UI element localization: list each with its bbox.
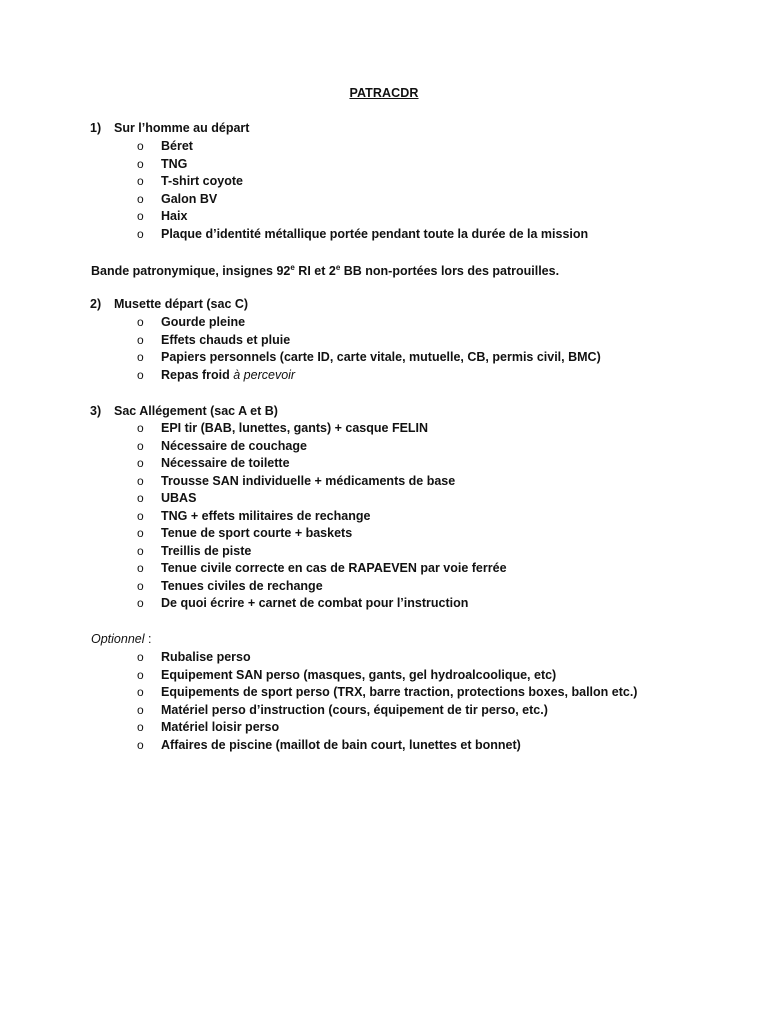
bullet-marker: o xyxy=(137,561,144,575)
section-1-list xyxy=(137,138,588,243)
section-2-list xyxy=(137,314,601,384)
list-item: o Haix xyxy=(137,208,588,226)
bullet-marker: o xyxy=(137,720,144,734)
section-2-heading xyxy=(90,297,248,311)
list-item: o TNG xyxy=(137,156,588,174)
list-item: o TNG + effets militaires de rechange xyxy=(137,508,507,526)
bullet-marker: o xyxy=(137,491,144,505)
list-item: o Rubalise perso xyxy=(137,649,637,667)
list-item: o Repas froid à percevoir xyxy=(137,367,601,385)
list-item: o Trousse SAN individuelle + médicaments de base xyxy=(137,473,507,491)
bullet-marker: o xyxy=(137,667,144,682)
list-item: o Plaque d’identité métallique portée pendant toute la durée de la mission xyxy=(137,226,588,244)
bullet-marker: o xyxy=(137,526,144,540)
bullet-marker: o xyxy=(137,139,144,153)
section-3-list xyxy=(137,420,507,613)
section-3-heading xyxy=(90,404,278,418)
list-item: o Nécessaire de toilette xyxy=(137,455,507,473)
insignia-note: Bande patronymique, insignes 92e RI et 2e BB non-portées lors des patrouilles. xyxy=(91,263,560,279)
list-item: o UBAS xyxy=(137,490,507,508)
list-item: o Treillis de piste xyxy=(137,543,507,561)
bullet-marker: o xyxy=(137,421,144,435)
bullet-marker: o xyxy=(137,191,144,206)
list-item: o Béret xyxy=(137,138,588,156)
bullet-marker: o xyxy=(137,650,144,664)
section-1-title: Sur l’homme au départ xyxy=(114,121,250,135)
list-item: o Gourde pleine xyxy=(137,314,601,332)
list-item: o Effets chauds et pluie xyxy=(137,332,601,350)
section-1-number: 1) xyxy=(90,121,102,135)
bullet-marker: o xyxy=(137,596,144,610)
bullet-marker: o xyxy=(137,737,144,752)
bullet-marker: o xyxy=(137,332,144,347)
bullet-marker: o xyxy=(137,473,144,488)
section-2-number: 2) xyxy=(90,297,102,311)
bullet-marker: o xyxy=(137,578,144,593)
bullet-marker: o xyxy=(137,350,144,364)
list-item: o Nécessaire de couchage xyxy=(137,438,507,456)
list-item: o Tenue de sport courte + baskets xyxy=(137,525,507,543)
section-3-number: 3) xyxy=(90,404,102,418)
list-item: o Matériel loisir perso xyxy=(137,719,637,737)
italic-note: à percevoir xyxy=(233,367,296,382)
list-item: o Tenues civiles de rechange xyxy=(137,578,507,596)
list-item: o Tenue civile correcte en cas de RAPAEVEN par voie ferrée xyxy=(137,560,507,578)
bullet-marker: o xyxy=(137,174,144,188)
bullet-marker: o xyxy=(137,156,144,171)
list-item: o Equipements de sport perso (TRX, barre traction, protections boxes, ballon etc.) xyxy=(137,684,637,702)
section-2-title: Musette départ (sac C) xyxy=(114,297,249,311)
bullet-marker: o xyxy=(137,456,144,470)
list-item: o De quoi écrire + carnet de combat pour l’instruction xyxy=(137,595,507,613)
bullet-marker: o xyxy=(137,685,144,699)
bullet-marker: o xyxy=(137,543,144,558)
list-item: o Equipement SAN perso (masques, gants, gel hydroalcoolique, etc) xyxy=(137,667,637,685)
bullet-marker: o xyxy=(137,508,144,523)
bullet-marker: o xyxy=(137,438,144,453)
list-item: o Matériel perso d’instruction (cours, équipement de tir perso, etc.) xyxy=(137,702,637,720)
section-1-heading xyxy=(90,121,249,135)
section-3-title: Sac Allégement (sac A et B) xyxy=(114,404,278,418)
list-item: o EPI tir (BAB, lunettes, gants) + casque FELIN xyxy=(137,420,507,438)
bullet-marker: o xyxy=(137,702,144,717)
bullet-marker: o xyxy=(137,315,144,329)
optional-list xyxy=(137,649,637,754)
list-item: o Galon BV xyxy=(137,191,588,209)
optional-heading: Optionnel : xyxy=(91,632,152,646)
list-item: o Affaires de piscine (maillot de bain court, lunettes et bonnet) xyxy=(137,737,637,755)
document-title: PATRACDR xyxy=(349,86,419,100)
bullet-marker: o xyxy=(137,367,144,382)
list-item: o Papiers personnels (carte ID, carte vitale, mutuelle, CB, permis civil, BMC) xyxy=(137,349,601,367)
bullet-marker: o xyxy=(137,209,144,223)
bullet-marker: o xyxy=(137,226,144,241)
list-item: o T-shirt coyote xyxy=(137,173,588,191)
